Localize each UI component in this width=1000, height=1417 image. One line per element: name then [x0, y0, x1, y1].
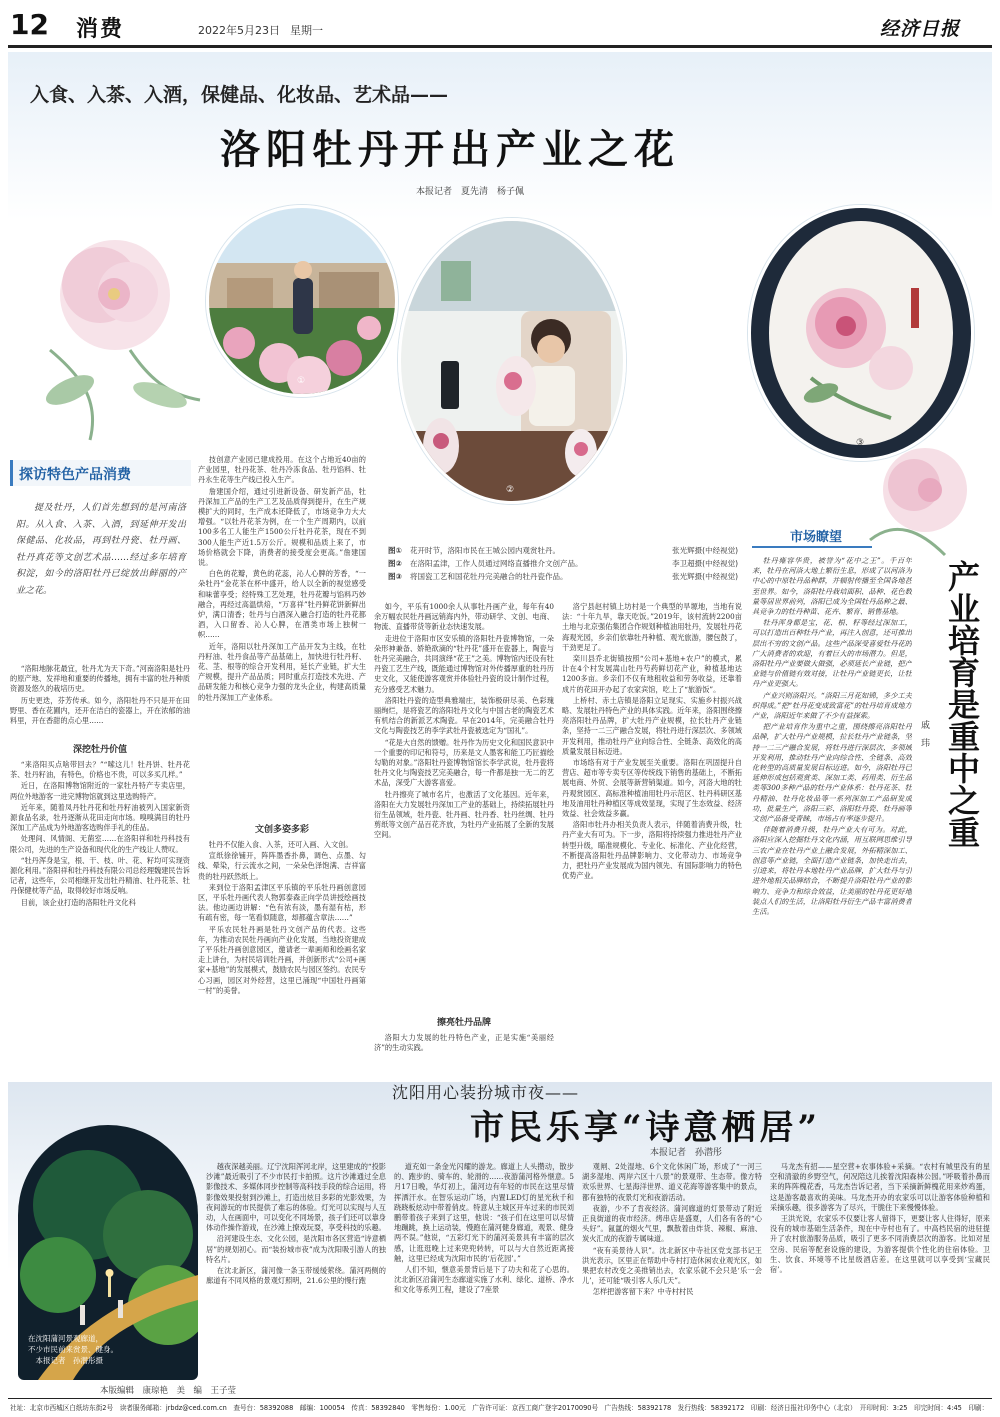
second-col-c: [582, 1162, 762, 1394]
paragraph: 牡丹雍容华贵，被誉为“花中之王”。千百年来，牡丹在河洛大地上繁衍生息，形成了以河洛为中心的中原牡丹品种群，并辐射传播至全国各地甚至世界。如今，洛阳牡丹栽培面积、品种、花色数量等居世界前列，洛阳已成为全国牡丹品种之最、具竞争力的牡丹种苗、花卉、繁育、销售基地。: [752, 556, 912, 617]
page-number: 12: [10, 8, 49, 41]
caption-text: 在洛阳孟津，工作人员通过网络直播推介文创产品。: [410, 559, 583, 568]
paragraph: 夜游，少不了肯夜经济。蒲河廊道的灯景带动了附近正良街道的夜市经济。烤串店是盛夏，人们各有各的“心头好”。氤氲的烟火气里，飘散着由炸货、辣椒、麻油、炭火汇成的夜游专属味道。: [582, 1203, 762, 1244]
column-tag-box: [10, 460, 191, 486]
paragraph: 如今，平乐有1000余人从事牡丹画产业，每年有40余万幅农民牡丹画远销海内外，带动研学、文创、电商、物流、直播带货等新业态快速发展。: [374, 602, 554, 632]
caption-mark: 图①: [388, 546, 402, 555]
main-headline: 洛阳牡丹开出产业之花: [220, 126, 680, 173]
column-2b-text: [198, 840, 366, 1072]
caption-text: 花开时节，洛阳市民在王城公园内观赏牡丹。: [410, 546, 560, 555]
paragraph: 平乐农民牡丹画是牡丹文创产品的代表。这些年，为推动农民牡丹画向产业化发展，当地投资建成了平乐牡丹画创意园区，邀请老一辈画师和绘画名家走上讲台，为村民培训牡丹画，并创新形式“公司+画家+基地”的发展模式，鼓励农民与园区签约。农民专心习画，园区对外经营，这里已涌现“中国牡丹画第一村”的美誉。: [198, 924, 366, 995]
caption-credit: 张光辉摄(中经视觉): [672, 572, 738, 581]
peony-flower-icon: [60, 240, 170, 350]
paragraph: “洛阳地脉花最宜，牡丹尤为天下奇。”河南洛阳是牡丹的原产地、发祥地和重要的传播地，拥有丰富的牡丹种质资源及悠久的栽培历史。: [10, 664, 190, 694]
masthead-rule: [8, 45, 992, 48]
paragraph: 洛阳市牡丹办相关负责人表示，伴随着消费升级，牡丹产业大有可为。下一步，洛阳将持续强力推进牡丹产业转型升级，瞄准规模化、专业化、标准化、产业化经营，不断提高洛阳牡丹品牌影响力、文化带动力、市场竞争力，把牡丹产业发展成为国内领先、有国际影响力的特色优势产业。: [562, 820, 742, 881]
caption-row: [388, 544, 738, 557]
paragraph: 怎样把游客留下来？中寺村村民: [592, 1287, 694, 1297]
paragraph: 王洪光说，农家乐不仅要让客人留得下，更要让客人住得好，原来没有的城市基础生活条件，现在中寺村也有了。中高档民宿的进驻提升了农村旅游服务品质，吸引了更多不同消费层次的游客。比如对星空房、民宿等配套设施的建设，为游客提供个性化的住宿体验。卫生、饮食、环境等不比星级酒店差。在这里就可以享受到‘宝藏民宿’。: [770, 1214, 990, 1275]
column-tag: 探访特色产品消费: [19, 467, 131, 483]
paragraph: 马龙杰有招——星空营+农事体验+采摘。“农村有城里没有的星空和清澈的乡野空气，何况陪这儿挨着沈阳森林公园。”呼吸着扑鼻而来的阵阵槐花香，马龙杰告诉记者，当下采摘新鲜槐花用来炒鸡蛋，这是游客最喜欢的美味。马龙杰开办的农家乐可以让游客体验种植和采摘乐趣，很多游客为了尽兴，干脆住下来慢慢体验。: [770, 1162, 990, 1212]
second-col-d: [770, 1162, 990, 1394]
commentary-tag: 市场瞭望: [790, 530, 843, 545]
column-3-text: [374, 602, 554, 1007]
paragraph: “夜有美景待人识”。沈北新区中寺社区党支部书记王洪光表示，区里正在帮助中寺村打造休闲农业观光区，如果把农村改变之美推销出去，农家乐就不会只是‘乐一会儿’，还可能“吸引客人乐几天”。: [582, 1245, 762, 1286]
footer-rule: [8, 1398, 992, 1399]
photo-peony-porcelain: [748, 205, 974, 461]
paragraph: 洛阳大力发展的牡丹特色产业，正是实施“美丽经济”的生动实践。: [374, 1033, 554, 1053]
paragraph: 技创意产业园已建成投用。在这个占地近40亩的产业园里，牡丹花茶、牡丹冷冻食品、牡丹馅料、牡丹永生花等生产线已投入生产。: [198, 455, 366, 485]
commentary-text: [752, 556, 912, 1086]
paragraph: 栾川县乔北街镇按照“公司+基地+农户”的模式，累计在4个村发展嵩山牡丹芍药鲜切花产业，种植基地达1200多亩。乡亲们不仅有地租收益和劳务收益，还靠着成片的花田开办起了农家宾馆，吃上了“旅游饭”。: [562, 654, 742, 694]
column-1b-text: [10, 760, 190, 1100]
paragraph: 伴随着消费升级，牡丹产业大有可为。对此，洛阳应深入挖掘牡丹文化内涵，用互联网思维引导三农产业在牡丹产业上融合发展，外拓精深加工、创意等产业链，全面打造产业链条，加快走出去，引进来，将牡丹本地牡丹产业品牌，扩大牡丹与引进外地相关品牌结合，不断提升洛阳牡丹产业的影响力、竞争力和综合效益，让美丽的牡丹花更好地装点人们的生活，让洛阳牡丹衍生产品丰富消费者生活。: [752, 825, 912, 916]
paragraph: 白色的花瓣，黄色的花蕊，沁人心脾的芳香，“一朵牡丹”金花茶在杯中盛开，给人以全新的视觉感受和味蕾享受；经特殊工艺处理，牡丹花瓣与馅料巧妙融合，再经过高温烘焙，“万喜祥”牡丹鲜花饼新鲜出炉，满口清香；牡丹与白酒深入融合打造的牡丹花都酒，入口留香、沁人心脾，在酒类市场上独树一帜……: [198, 569, 366, 640]
main-kicker: 入食、入茶、入酒，保健品、化妆品、艺术品——: [30, 84, 449, 106]
second-col-a: [206, 1162, 386, 1394]
paragraph: 目前，该企业打造的洛阳牡丹文化科: [20, 897, 136, 907]
section-name: 消费: [76, 16, 125, 42]
paragraph: 牡丹浑身都是宝，花、根、籽等经过深加工，可以打造出百种牡丹产业，再注入创意，还可推出层出不穷的文创产品。这些产品深受喜爱牡丹花的广大消费者的欢迎，有着巨大的市场潜力。但是，洛阳牡丹产业要做大做强，必须延长产业链，把产业链与价值链有效对接，让牡丹产业链更长，让牡丹产业更强大。: [752, 618, 912, 689]
paragraph: 在沈北新区，蒲河像一条玉带缓缓萦绕。蒲河两侧的廊道有不同风格的景观灯照明，21.6公里的慢行跑: [206, 1266, 386, 1286]
photo-mark-3: ③: [856, 438, 865, 448]
paragraph: 观闸、2处湿地、6个文化休闲广场，形成了“一河三湖多湿地、两岸六区十八景”的景观带、生态带。像方特欢乐世界、七星海洋世界、道义花海等游客集中的景点，都有独特的夜景灯光和夜游活动。: [582, 1162, 762, 1202]
paragraph: 牡丹擦亮了城市名片，也激活了文化基因。近年来，洛阳在大力发展牡丹深加工产业的基础上，持续拓展牡丹衍生品领域，牡丹瓷、牡丹画、牡丹香、牡丹丝绸、牡丹剪纸等文创产品百花齐放，为牡丹产业拓展了全新的发展空间。: [374, 789, 554, 840]
caption-row: [388, 570, 738, 583]
paragraph: 近年，洛阳以牡丹深加工产品开发为主线，在牡丹籽油、牡丹食品等产品基础上，加快进行牡丹籽、花、茎、根等的综合开发利用，延长产业链，扩大生产规模，提升产品品质；同时重点打造技术先进、产品研发能力和核心竞争力强的龙头企业，构建高质量的牡丹深加工产业体系。: [198, 641, 366, 702]
second-byline: 本报记者 孙潜彤: [650, 1148, 723, 1158]
second-headline: 市民乐享“诗意栖居”: [470, 1108, 822, 1148]
paragraph: 来到位于洛阳孟津区平乐镇的平乐牡丹画创意园区，平乐牡丹画代表人物郭泰森正向学员讲授绘画技法。他边画边讲解：“色有浓有淡，墨有湿有枯，形有疏有密，每一笔看似随意，却都蕴含章法……”: [198, 882, 366, 923]
paragraph: “花是大自然的馈赠。牡丹作为历史文化和国民意识中一个重要的印记和符号，历来是文人墨客和能工巧匠描绘勾勒的对象。”洛阳牡丹瓷博物馆馆长李学武说，牡丹瓷将牡丹文化与陶瓷技艺完美融合，每一件都是独一无二的艺术品，深受广大游客喜爱。: [374, 737, 554, 788]
lead-paragraph: 提及牡丹，人们首先想到的是河南洛阳。从入食、入茶、入酒，到延伸开发出保健品、化妆品，再到牡丹瓷、牡丹画、牡丹真花等文创艺术品……经过多年培育积淀，如今的洛阳牡丹已绽放出鲜丽的产业之花。: [16, 503, 186, 596]
photo-garden-visitors: [206, 205, 398, 397]
paragraph: 近年来，随着凤丹牡丹花和牡丹籽油被列入国家新资源食品名录，牡丹逐渐从花田走向市场。嗅嗅满目的牡丹深加工产品成为外地游客选购伴手礼的佳品。: [10, 802, 190, 833]
commentary-author: 戚 玮: [919, 720, 929, 747]
paragraph: 市场络有对于产业发展至关重要。洛阳在巩固提升自营店、超市等专卖专区等传统线下销售的基础上，不断拓展电商、外贸、会展等新营销渠道。如今，河洛大地的牡丹观赏园区、高标准种植油用牡丹示范区、牡丹科研区基地及油用牡丹种植区等成效显现，实现了生态效益、经济效益、社会效益多赢。: [562, 758, 742, 819]
tag-underline: [752, 546, 872, 548]
paragraph: 洛阳牡丹瓷的造型典雅端庄，装饰极研尽美、色彩瑰丽绚烂，是将瓷艺的洛阳牡丹文化与中国古老的陶瓷艺术有机结合的新派艺术陶瓷。早在2014年，完美融合牡丹文化与陶瓷技艺的李学武牡丹瓷被选定为“国礼”。: [374, 695, 554, 736]
second-col-b: [394, 1162, 574, 1394]
paragraph: 把产业培育作为重中之重，围绕擦亮洛阳牡丹品牌，扩大牡丹产业规模，拉长牡丹产业链条，坚持一二三产融合发展，将牡丹进行深层次、多领域开发利用，推动牡丹产业向综合性、全链条、高效化转型的高质量发展目标迈进。如今，洛阳牡丹已延伸形成包括观赏类、深加工类、药用类、衍生品类等300多种产品的牡丹产业体系：牡丹花茶、牡丹精油、牡丹化妆品等一系列深加工产品研发成功，批量生产，洛阳三彩、洛阳牡丹瓷、牡丹画等文创产品备受青睐，市场占有率逐步提升。: [752, 722, 912, 824]
photo-mark-2: ②: [506, 485, 515, 495]
issue-weekday: 星期一: [290, 24, 323, 37]
paragraph: 沿河建设生态、文化公园，是沈阳市各区营造“诗意栖居”的规划初心。而“装扮城市夜”成为沈阳吸引游人的独特名片。: [206, 1234, 386, 1264]
paragraph: 人们不知，惬意美景背后是下了功夫和花了心思的。沈北新区沿蒲河生态廊道实施了水利、绿化、道桥、净水和文化等系列工程，建设了7座景: [394, 1265, 574, 1295]
paragraph: 洛宁县赵村镇上坊村是一个典型的旱塬地，当地有说法：“十年九旱，靠天吃饭。”2019年，该村流转2200亩土地与北京强佑集团合作规划种植油用牡丹，发展牡丹花海观光园，乡亲们依靠牡丹种植、观光旅游，腰包鼓了，干劲更足了。: [562, 602, 742, 652]
paragraph: “来洛阳买点啥带回去？”“嗦这儿！牡丹饼、牡丹花茶、牡丹籽油，有特色，价格也不贵，可以多买几样。”: [10, 760, 190, 780]
paragraph: 宣纸徐徐铺开，阵阵墨香扑鼻，调色、点墨、勾线、晕染，行云流水之间，一朵朵色泽饱满、吉祥富贵的牡丹跃然纸上。: [198, 851, 366, 881]
subhead-1: 深挖牡丹价值: [72, 745, 127, 755]
page-editor-credit: 本版编辑 康琼艳 美 编 王子莹: [100, 1386, 237, 1396]
caption-line: 不少市民前来赏景、健身。: [28, 1345, 118, 1354]
subhead-2: 文创多姿多彩: [254, 825, 309, 835]
commentary-headline: 产业培育是重中之重: [943, 560, 981, 848]
photo-live-stream: [398, 218, 626, 504]
caption-row: [388, 557, 738, 570]
subhead-3: 擦亮牡丹品牌: [436, 1018, 491, 1028]
caption-line: 在沈阳蒲河景观廊道，: [28, 1334, 103, 1343]
paragraph: “牡丹浑身是宝，根、干、枝、叶、花、籽均可实现资源化利用。”洛阳祥和牡丹科技有限公司总经理魏建民告诉记者，这些年，公司相继开发出牡丹精油、牡丹花茶、牡丹保健枕等产品，取得较好市场反响。: [10, 855, 190, 896]
column-3b-text: [374, 1033, 554, 1073]
commentary-tag-box: [752, 524, 872, 548]
paragraph: 牡丹不仅能入食、入茶，还可入画、入文创。: [208, 840, 353, 849]
caption-text: 将国瓷工艺和国花牡丹完美融合的牡丹瓷作品。: [410, 572, 568, 581]
caption-mark: 图②: [388, 559, 402, 568]
second-kicker: 沈阳用心装扮城市夜——: [392, 1083, 580, 1102]
paragraph: 近日，在洛阳博物馆附近的一家牡丹特产专卖店里，两位外地游客一进完博物馆就到这里选购特产。: [10, 781, 190, 801]
issue-date: 2022年5月23日: [198, 24, 280, 37]
paragraph: 历史更迭，芬芳传承。如今，洛阳牡丹不只是开在田野里、香在花圃内，还开在洁白的瓷器上，开在浓郁的油料里，开在香甜的点心里……: [10, 695, 190, 726]
caption-line: 本报记者 孙潜彤摄: [35, 1356, 103, 1365]
peony-illustration-left: [10, 200, 215, 460]
paragraph: 处理间、风情阁、无菌室……在洛阳祥和牡丹科技有限公司，先进的生产设备和现代化的生产线让人赞叹。: [10, 834, 190, 854]
footer-info: 社址：北京市西城区白纸坊东街2号 读者服务邮箱：jrbdz@ced.com.cn 查号台：58392088 邮编：100054 传真：58392840 零售每份：1.00元 广告许可证：京西工商广登字20170090号 广告热线：58392178 发行热线：58392172 印刷：经济日报社印务中心（北京） 开印时间：3:25 印完时间：4:45 印刷：: [10, 1404, 989, 1412]
paragraph: 上桥村、赤土店镇是洛阳立足现实、实施乡村振兴战略、发展牡丹特色产业的具体实践。近年来，洛阳围绕擦亮洛阳牡丹品牌，扩大牡丹产业规模，拉长牡丹产业链条，坚持一二三产融合发展，将牡丹进行深层次、多领域开发利用，推动牡丹产业向综合性、全链条、高效化的高质量发展目标迈进。: [562, 695, 742, 756]
paragraph: 走进位于洛阳市区安乐镇的洛阳牡丹瓷博物馆，一朵朵形神兼备、娇艳欲滴的“牡丹花”盛开在瓷器上，陶瓷与牡丹完美融合，共同演绎“花王”之美。博物馆内还设有牡丹瓷工艺生产线，既能通过博物馆对外传播厚重的牡丹历史文化，又能使游客观赏并体验牡丹瓷的设计制作过程，充分感受艺术魅力。: [374, 633, 554, 694]
column-1-text: [10, 664, 190, 734]
photo-captions: [388, 544, 738, 583]
paragraph: 道充如一条金光闪耀的游龙。廊道上人头攒动，散步的、跑步的、骑车的、轮滑的……夜游蒲河格外惬意。5月17日晚，华灯初上，蒲河边有年轻的市民在这里尽情挥洒汗水。在智乐运动广场，内置LED灯的星光秋千和跷跷板炫动中带着俏皮。特意从主城区开车过来的市民刘鹏带着孩子来到了这里，他说：“孩子们在这里可以尽情地蹦跳，换上运动装，慢跑在蒲河健身廊道，观景、健身两不误。”他说，“五彩灯光下的蒲河美景具有丰富的层次感，让逛逛晚上过来兜兜转转，可以与大自然近距离接触，这里已经成为沈阳市民的‘后花园’。”: [394, 1162, 574, 1263]
column-4-text: [562, 602, 742, 1072]
column-2-text: [198, 455, 366, 815]
main-byline: 本报记者 夏先清 杨子佩: [416, 187, 525, 197]
photo-mark-1: ①: [297, 376, 306, 386]
paragraph: 越夜深越美丽。辽宁沈阳浑河北岸，这里建成的“投影沙滩”最近吸引了不少市民打卡拍照。这片沙滩通过全息影像技术、多媒体同步控制等高科技手段的综合运用，将影像效果投射到沙滩上，打造出炫目多彩的光影效果，为夜间游玩的市民提供了难忘的体验。灯光可以实现与人互动，人在画面中，可以变化不同场景，孩子们还可以靠身体动作操作游戏，在沙滩上撩戏玩耍，享受科技的乐趣。: [206, 1162, 386, 1233]
paragraph: 詹建国介绍，通过引进新设备、研发新产品，牡丹深加工产品的生产工艺及品质得到提升，在生产规模扩大的同时，生产成本还降低了，市场竞争力大大增强。“以牡丹花茶为例，在一个生产周期内，以前100多名工人能生产1500公斤牡丹花茶，现在不到300人能生产近1.5万公斤。规模和品质上来了，市场价格就会下降，消费者的接受度会更高。”詹建国说。: [198, 486, 366, 568]
caption-credit: 张光辉摄(中经视觉): [672, 546, 738, 555]
paragraph: 产业兴则洛阳兴。“洛阳三月花如锦，多少工夫织得成。”把“牡丹花变成致富花”的牡丹培育成地方产业，洛阳近年来做了不少有益探索。: [752, 690, 912, 721]
night-photo: [18, 1125, 198, 1380]
paper-logo: 经济日报: [880, 18, 961, 40]
masthead: [0, 0, 1000, 50]
photo-caption: [28, 1333, 193, 1366]
caption-mark: 图③: [388, 572, 402, 581]
caption-credit: 李卫超摄(中经视觉): [672, 559, 738, 568]
